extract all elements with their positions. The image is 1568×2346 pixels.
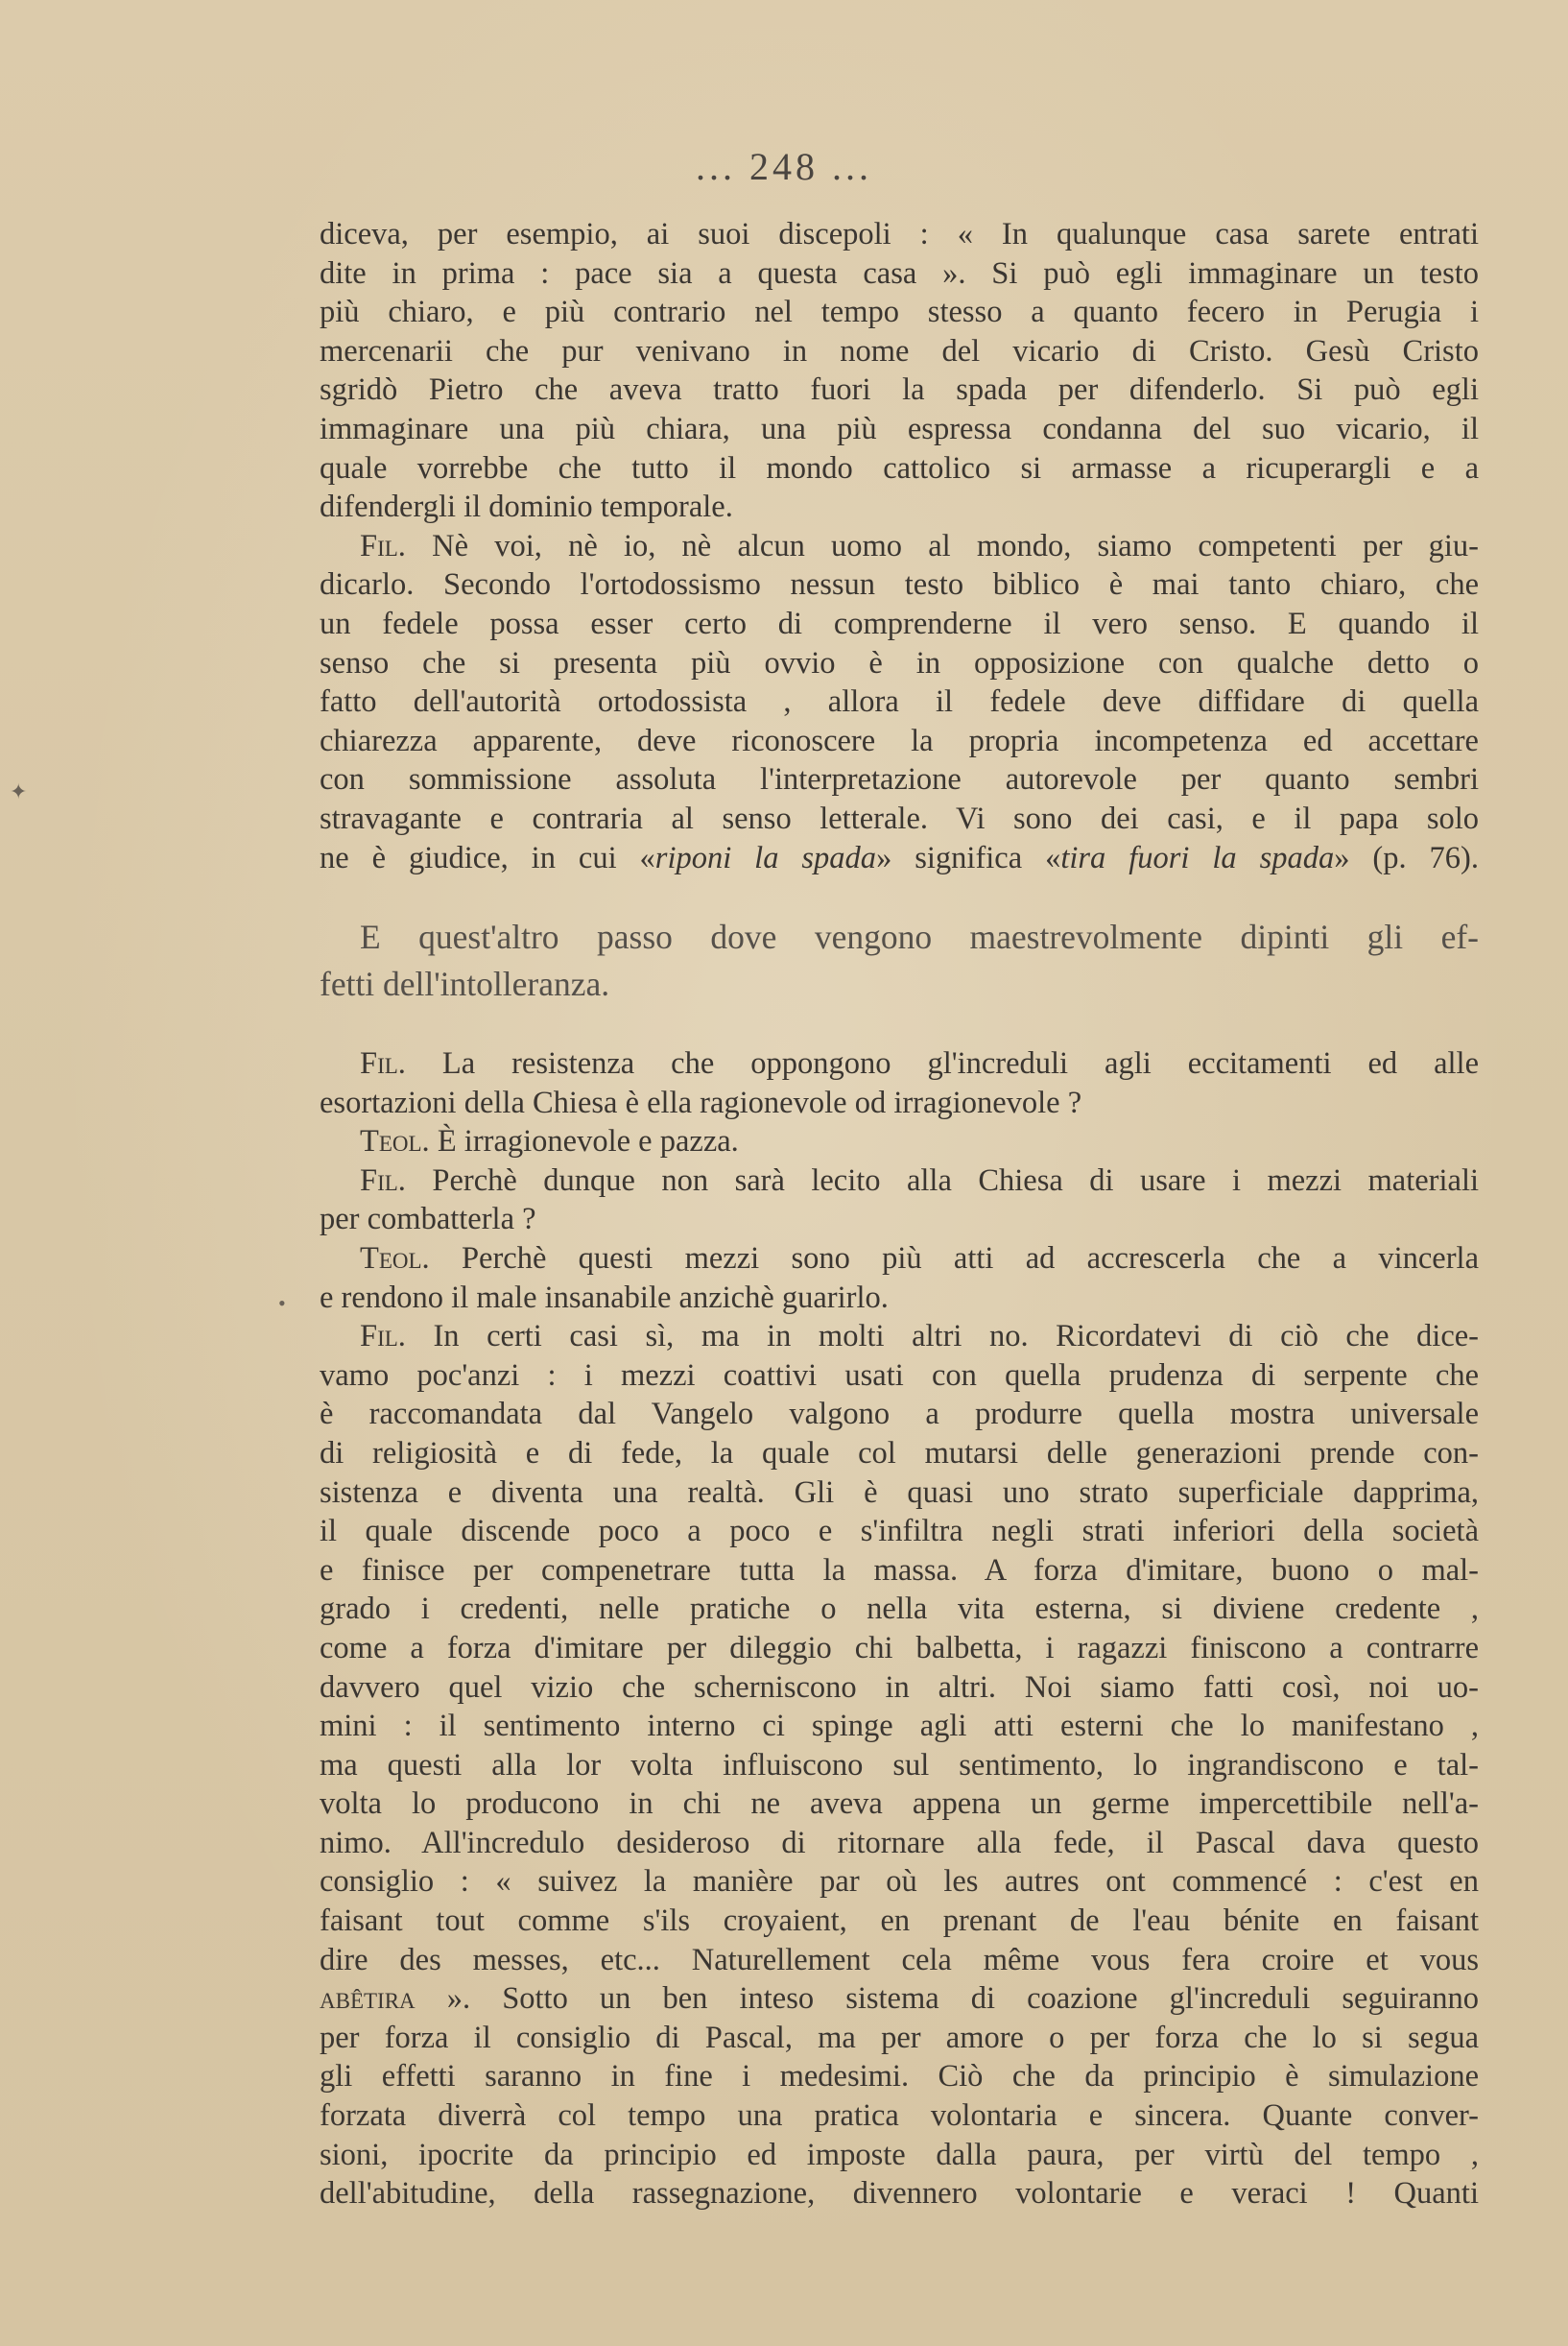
dialogue-line xyxy=(320,1317,1479,1356)
text-run: Perchè questi mezzi sono più atti ad accrescerla che a vincerla xyxy=(461,1240,1479,1276)
speaker-label: Fil. xyxy=(360,1162,406,1198)
text-line: e finisce per compenetrare tutta la massa. A forza d'imitare, buono o mal- xyxy=(320,1552,1479,1588)
speaker-label: Fil. xyxy=(360,1319,406,1354)
intro-paragraph xyxy=(320,914,1479,1008)
text-run: » (p. 76). xyxy=(1334,840,1479,875)
text-line: il quale discende poco a poco e s'infiltra negli strati inferiori della società xyxy=(320,1514,1479,1549)
text-line: quale vorrebbe che tutto il mondo cattolico si armasse a ricuperargli e a xyxy=(320,450,1479,486)
text-line: e rendono il male insanabile anzichè guarirlo. xyxy=(320,1280,889,1315)
text-line: sgridò Pietro che aveva tratto fuori la spada per difenderlo. Si può egli xyxy=(320,372,1479,408)
speaker-label: Fil. xyxy=(360,528,406,563)
text-line: è raccomandata dal Vangelo valgono a produrre quella mostra universale xyxy=(320,1397,1479,1432)
text-line: senso che si presenta più ovvio è in opposizione con qualche detto o xyxy=(320,645,1479,681)
dialogue-section xyxy=(320,1044,1479,2214)
text-run: In certi casi sì, ma in molti altri no. Ricordatevi di ciò che dice- xyxy=(433,1319,1480,1354)
text-line: per combatterla ? xyxy=(320,1202,536,1237)
text-line: gli effetti saranno in fine i medesimi. Ciò che da principio è simulazione xyxy=(320,2059,1479,2095)
speaker-label: Fil. xyxy=(360,1046,406,1081)
text-line: grado i credenti, nelle pratiche o nella vita esterna, si diviene credente , xyxy=(320,1592,1479,1627)
text-line: ma questi alla lor volta influiscono sul sentimento, lo ingrandiscono e tal- xyxy=(320,1747,1479,1783)
text-line: sistenza e diventa una realtà. Gli è quasi uno strato superficiale dapprima, xyxy=(320,1474,1479,1510)
text-line: chiarezza apparente, deve riconoscere la propria incompetenza ed accettare xyxy=(320,723,1479,758)
dialogue-line xyxy=(320,1239,1479,1279)
text-line: stravagante e contraria al senso letterale. Vi sono dei casi, e il papa solo xyxy=(320,801,1479,836)
italic-quote: riponi la spada xyxy=(654,840,877,875)
text-line: immaginare una più chiara, una più espressa condanna del suo vicario, il xyxy=(320,411,1479,446)
text-line: E quest'altro passo dove vengono maestrevolmente dipinti gli ef- xyxy=(360,918,1479,956)
italic-quote: tira fuori la spada xyxy=(1060,840,1335,875)
text-run: È irragionevole e pazza. xyxy=(437,1124,739,1160)
text-line: dite in prima : pace sia a questa casa ». Si può egli immaginare un testo xyxy=(320,255,1479,291)
page-number: ... 248 ... xyxy=(696,145,872,188)
dialogue-line xyxy=(320,1161,1479,1201)
text-line: con sommissione assoluta l'interpretazione autorevole per quanto sembri xyxy=(320,762,1479,798)
margin-mark: ✦ xyxy=(10,779,28,803)
text-line: faisant tout comme s'ils croyaient, en prenant de l'eau bénite en faisant xyxy=(320,1903,1479,1939)
text-line xyxy=(320,1979,1479,2019)
dialogue-line xyxy=(320,1044,1479,1084)
text-run: La resistenza che oppongono gl'increduli agli eccitamenti ed alle xyxy=(441,1046,1479,1081)
opening-paragraphs xyxy=(320,215,1479,877)
text-line: come a forza d'imitare per dileggio chi balbetta, i ragazzi finiscono a contrarre xyxy=(320,1630,1479,1665)
text-line: consiglio : « suivez la manière par où les autres ont commencé : c'est en xyxy=(320,1864,1479,1900)
text-line: difendergli il dominio temporale. xyxy=(320,490,733,525)
text-line: fetti dell'intolleranza. xyxy=(320,965,610,1003)
speaker-label: Teol. xyxy=(360,1124,430,1160)
text-line: fatto dell'autorità ortodossista , allora il fedele deve diffidare di quella xyxy=(320,684,1479,720)
small-caps-word: abêtira xyxy=(320,1981,416,2017)
text-run: ne è giudice, in cui « xyxy=(320,840,655,875)
text-line xyxy=(320,839,1479,878)
margin-mark: • xyxy=(278,1291,286,1315)
text-line: vamo poc'anzi : i mezzi coattivi usati con quella prudenza di serpente che xyxy=(320,1357,1479,1393)
text-line: forzata diverrà col tempo una pratica volontaria e sincera. Quante conver- xyxy=(320,2098,1479,2134)
text-line: diceva, per esempio, ai suoi discepoli : « In qualunque casa sarete entrati xyxy=(320,217,1479,251)
text-line: dell'abitudine, della rassegnazione, divennero volontarie e veraci ! Quanti xyxy=(320,2176,1479,2212)
text-line: per forza il consiglio di Pascal, ma per amore o per forza che lo si segua xyxy=(320,2020,1479,2055)
text-line: di religiosità e di fede, la quale col mutarsi delle generazioni prende con- xyxy=(320,1435,1479,1471)
text-run: Nè voi, nè io, nè alcun uomo al mondo, siamo competenti per giu- xyxy=(432,528,1479,563)
dialogue-line xyxy=(320,527,1479,566)
text-line: nimo. All'incredulo desideroso di ritornare alla fede, il Pascal dava questo xyxy=(320,1825,1479,1860)
text-line: volta lo producono in chi ne aveva appena un germe impercettibile nell'a- xyxy=(320,1786,1479,1822)
text-line: davvero quel vizio che scherniscono in altri. Noi siamo fatti così, noi uo- xyxy=(320,1669,1479,1705)
text-line: dire des messes, etc... Naturellement cela même vous fera croire et vous xyxy=(320,1942,1479,1977)
text-line: mini : il sentimento interno ci spinge agli atti esterni che lo manifestano , xyxy=(320,1709,1479,1744)
text-run: » significa « xyxy=(876,840,1061,875)
text-line: esortazioni della Chiesa è ella ragionevole od irragionevole ? xyxy=(320,1085,1082,1120)
speaker-label: Teol. xyxy=(360,1240,430,1276)
text-run: ». Sotto un ben inteso sistema di coazione gl'increduli seguiranno xyxy=(446,1981,1479,2017)
text-line: un fedele possa esser certo di comprenderne il vero senso. E quando il xyxy=(320,606,1479,641)
dialogue-line xyxy=(320,1122,1479,1161)
text-line: dicarlo. Secondo l'ortodossismo nessun testo biblico è mai tanto chiaro, che xyxy=(320,567,1479,603)
text-line: mercenarii che pur venivano in nome del vicario di Cristo. Gesù Cristo xyxy=(320,333,1479,369)
text-run: Perchè dunque non sarà lecito alla Chiesa di usare i mezzi materiali xyxy=(432,1162,1479,1198)
text-line: sioni, ipocrite da principio ed imposte dalla paura, per virtù del tempo , xyxy=(320,2137,1479,2172)
text-line: più chiaro, e più contrario nel tempo stesso a quanto fecero in Perugia i xyxy=(320,295,1479,330)
